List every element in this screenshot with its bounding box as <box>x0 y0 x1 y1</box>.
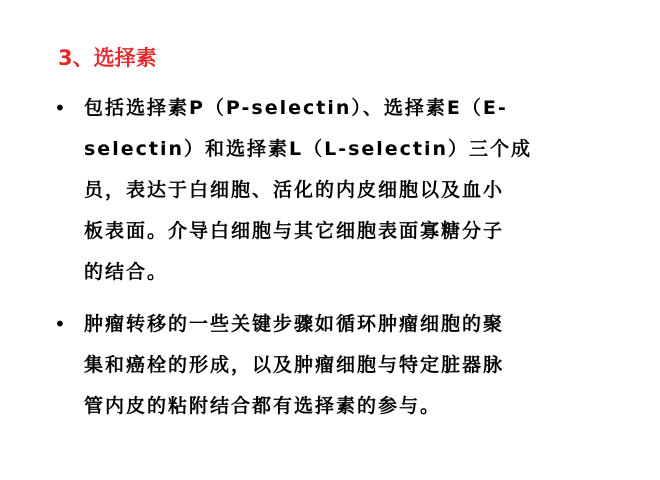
text-line: 集和癌栓的形成，以及肿瘤细胞与特定脏器脉 <box>84 354 505 376</box>
text-line: selectin）和选择素L（L-selectin）三个成 <box>84 138 533 160</box>
bullet-text <box>84 88 532 293</box>
bullet-marker: • <box>54 96 66 120</box>
section-title: 3、选择素 <box>58 46 157 70</box>
text-line: 肿瘤转移的一些关键步骤如循环肿瘤细胞的聚 <box>84 313 505 335</box>
text-line: 包括选择素P（P-selectin）、选择素E（E- <box>84 97 508 119</box>
bullet-text <box>84 304 504 427</box>
text-line: 板表面。介导白细胞与其它细胞表面寡糖分子 <box>84 220 505 242</box>
text-line: 的结合。 <box>84 261 169 283</box>
bullet-marker: • <box>54 312 66 336</box>
text-line: 员，表达于白细胞、活化的内皮细胞以及血小 <box>84 179 505 201</box>
text-line: 管内皮的粘附结合都有选择素的参与。 <box>84 395 442 417</box>
